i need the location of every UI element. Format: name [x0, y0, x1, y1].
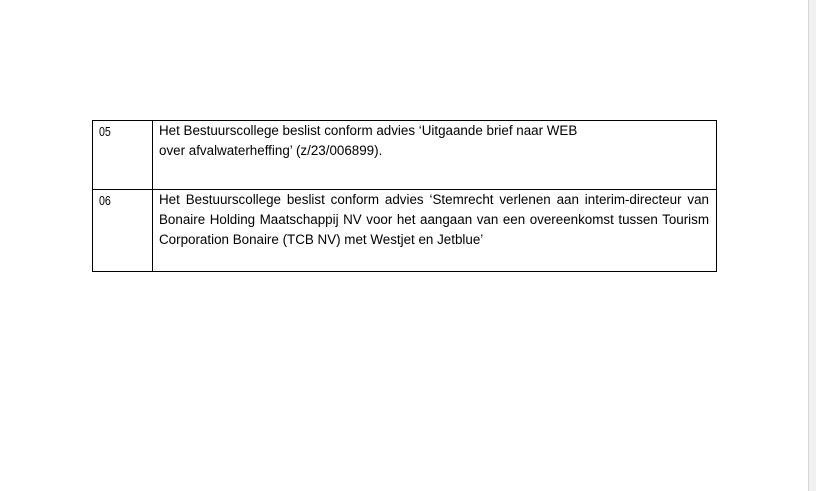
- decision-text: Het Bestuurscollege beslist conform advies ‘Stemrecht verlenen aan interim-directeur van Bonaire Holding Maatschappij NV voor het aangaan van een overeenkomst tussen Tourism Corporation Bonaire (TCB NV) met Westjet en Jetblue’: [153, 190, 717, 272]
- table-row: [93, 190, 717, 272]
- decision-text-cell: [153, 121, 717, 190]
- decision-text-line: over afvalwaterheffing’ (z/23/006899).: [159, 143, 383, 158]
- table-row: [93, 121, 717, 190]
- item-number-cell: [93, 190, 153, 272]
- decision-text-line: Het Bestuurscollege beslist conform advies ‘Uitgaande brief naar WEB: [159, 123, 578, 138]
- item-number-cell: [93, 121, 153, 190]
- item-number: 06: [99, 193, 111, 208]
- scrollbar-track[interactable]: [808, 0, 816, 491]
- decision-table: [92, 120, 717, 272]
- item-number: 05: [99, 124, 111, 139]
